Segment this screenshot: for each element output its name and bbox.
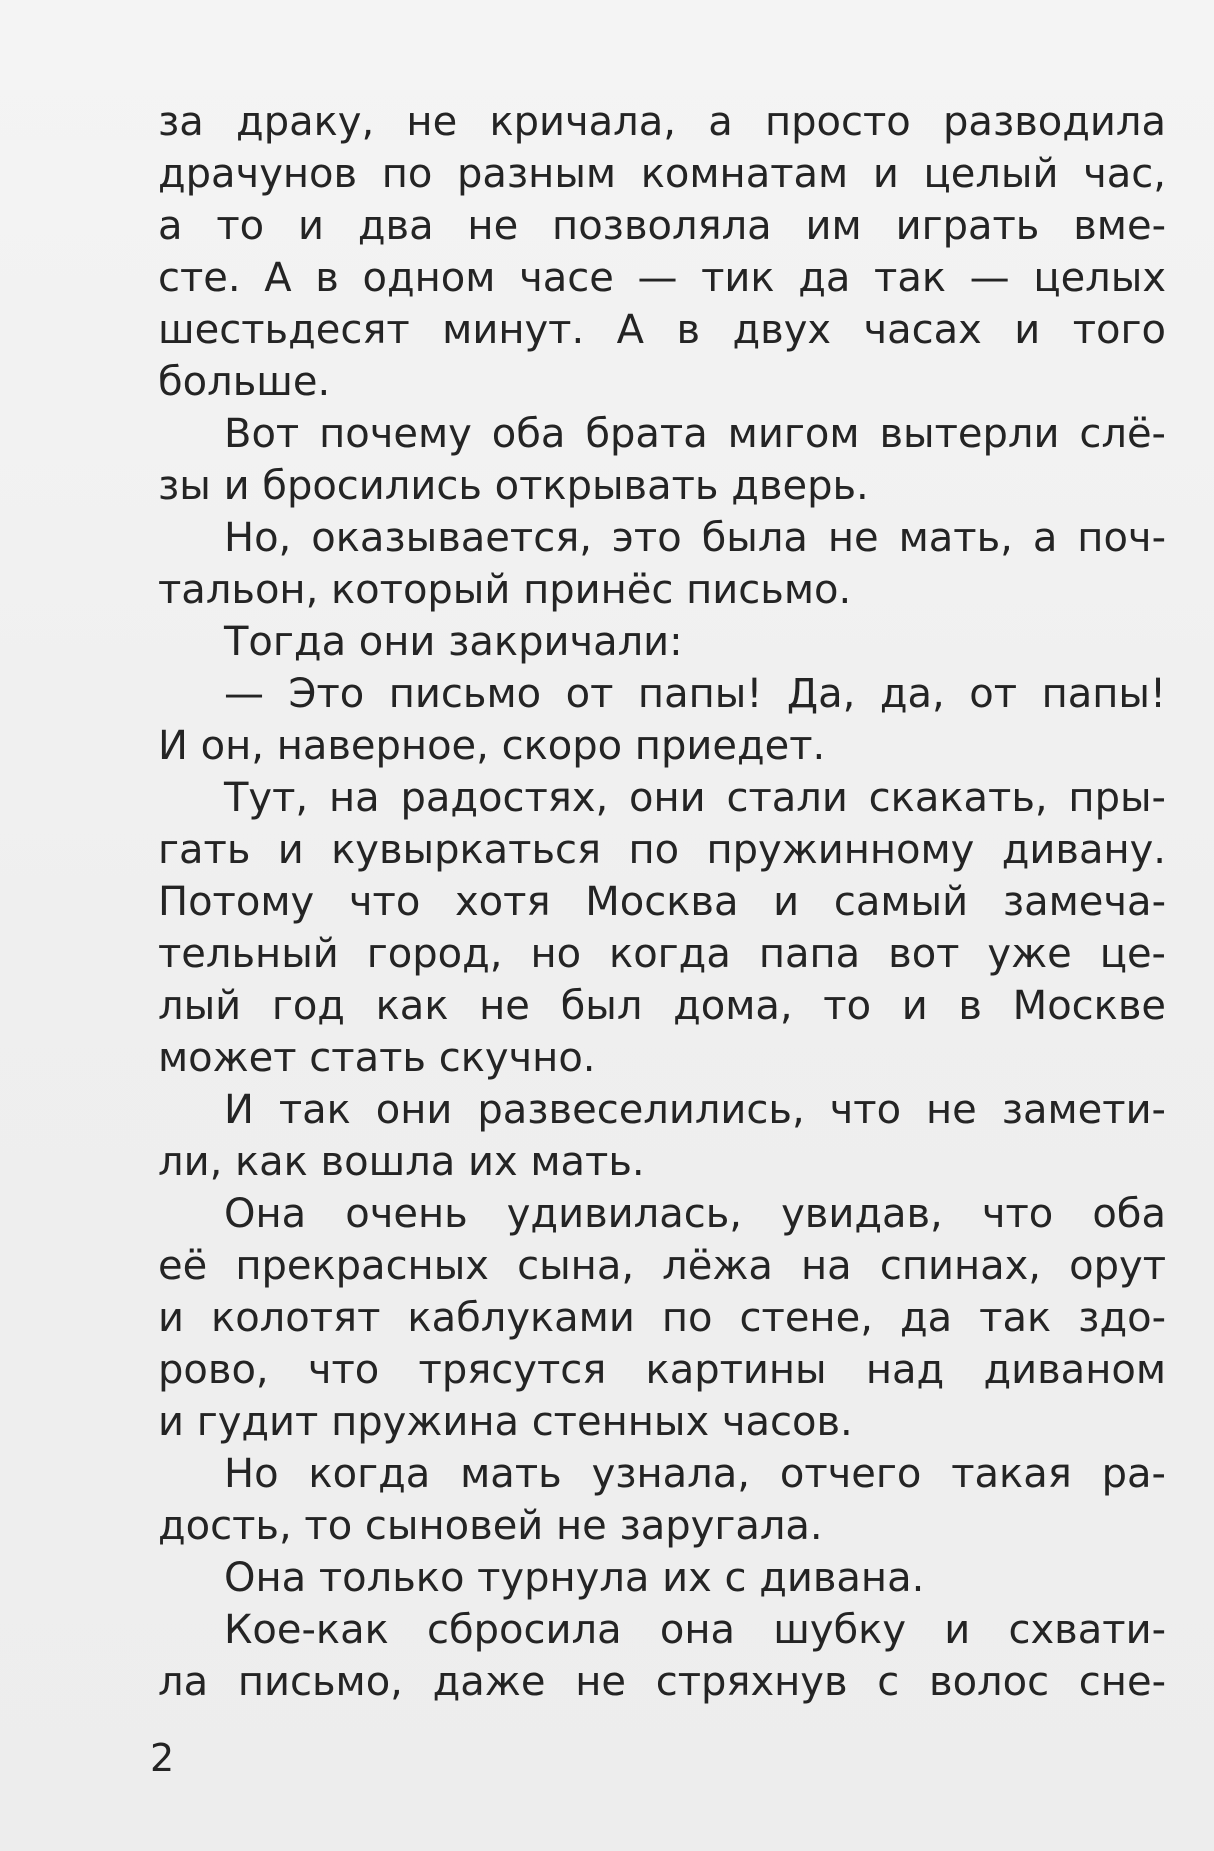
text-line: тальон, который принёс письмо.: [158, 567, 852, 613]
text-line: драчунов по разным комнатам и целый час,: [158, 151, 1166, 197]
text-line: Тогда они закричали:: [224, 619, 683, 665]
text-line: Но когда мать узнала, отчего такая ра-: [224, 1451, 1166, 1497]
text-line: И он, наверное, скоро приедет.: [158, 723, 826, 769]
text-line: Кое-как сбросила она шубку и схвати-: [224, 1607, 1166, 1653]
text-line: и колотят каблуками по стене, да так здо-: [158, 1295, 1166, 1341]
page-number: 2: [150, 1736, 175, 1780]
text-line: Потому что хотя Москва и самый замеча-: [158, 879, 1166, 925]
text-line: больше.: [158, 359, 331, 405]
text-line: ли, как вошла их мать.: [158, 1139, 645, 1185]
text-line: гать и кувыркаться по пружинному дивану.: [158, 827, 1166, 873]
text-line: зы и бросились открывать дверь.: [158, 463, 869, 509]
text-line: шестьдесят минут. А в двух часах и того: [158, 307, 1166, 353]
text-line: может стать скучно.: [158, 1035, 596, 1081]
text-line: тельный город, но когда папа вот уже це-: [158, 931, 1166, 977]
text-line: рово, что трясутся картины над диваном: [158, 1347, 1166, 1393]
text-line: её прекрасных сына, лёжа на спинах, орут: [158, 1243, 1166, 1289]
text-line: Она только турнула их с дивана.: [224, 1555, 925, 1601]
text-line: Она очень удивилась, увидав, что оба: [224, 1191, 1166, 1237]
text-line: за драку, не кричала, а просто разводила: [158, 99, 1166, 145]
text-line: — Это письмо от папы! Да, да, от папы!: [224, 671, 1166, 717]
text-line: Но, оказывается, это была не мать, а поч-: [224, 515, 1166, 561]
text-line: Вот почему оба брата мигом вытерли слё-: [224, 411, 1166, 457]
text-line: Тут, на радостях, они стали скакать, пры-: [224, 775, 1166, 821]
text-line: сте. А в одном часе — тик да так — целых: [158, 255, 1166, 301]
text-line: дость, то сыновей не заругала.: [158, 1503, 823, 1549]
body-text: [158, 96, 1166, 1708]
text-line: а то и два не позволяла им играть вме-: [158, 203, 1166, 249]
text-line: ла письмо, даже не стряхнув с волос сне-: [158, 1659, 1166, 1705]
text-line: И так они развеселились, что не замети-: [224, 1087, 1166, 1133]
text-line: и гудит пружина стенных часов.: [158, 1399, 853, 1445]
text-line: лый год как не был дома, то и в Москве: [158, 983, 1166, 1029]
